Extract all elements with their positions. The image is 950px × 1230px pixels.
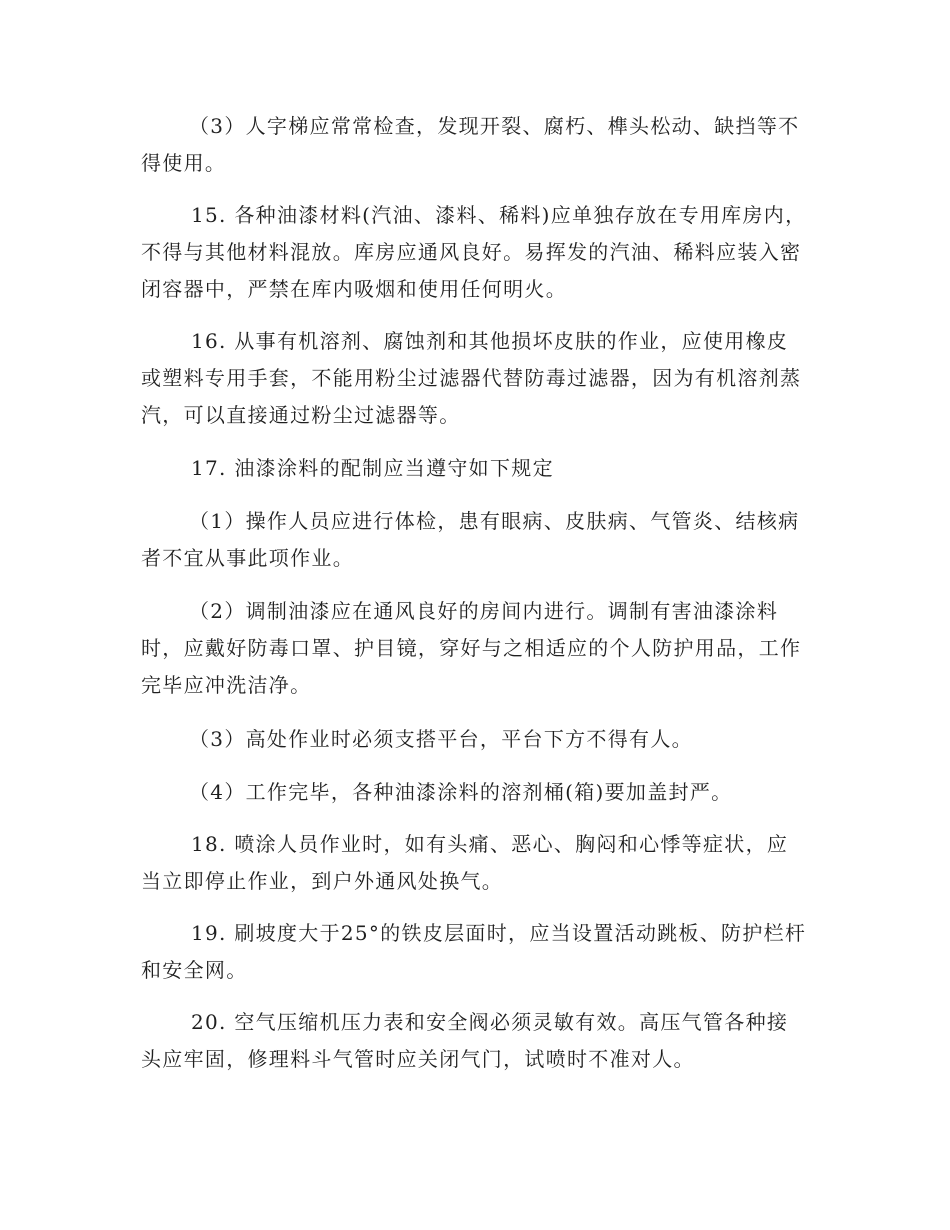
paragraph-16-organic-solvent: 16. 从事有机溶剂、腐蚀剂和其他损坏皮肤的作业，应使用橡皮或塑料专用手套，不能用粉尘过滤器代替防毒过滤器，因为有机溶剂蒸汽，可以直接通过粉尘过滤器等。: [141, 329, 802, 427]
paragraph-15-paint-storage: 15. 各种油漆材料(汽油、漆料、稀料)应单独存放在专用库房内，不得与其他材料混放。库房应通风良好。易挥发的汽油、稀料应装入密闭容器中，严禁在库内吸烟和使用任何明火。: [141, 203, 807, 301]
paragraph-17-2-ventilation: （2）调制油漆应在通风良好的房间内进行。调制有害油漆涂料时，应戴好防毒口罩、护目镜，穿好与之相适应的个人防护用品，工作完毕应冲洗洁净。: [141, 599, 802, 697]
paragraph-19-slope-roof: 19. 刷坡度大于25°的铁皮层面时，应当设置活动跳板、防护栏杆和安全网。: [141, 921, 807, 982]
paragraph-17-4-seal-buckets: （4）工作完毕，各种油漆涂料的溶剂桶(箱)要加盖封严。: [189, 780, 733, 804]
paragraph-3-ladder-check: （3）人字梯应常常检查，发现开裂、腐朽、榫头松动、缺挡等不得使用。: [141, 114, 800, 175]
paragraph-17-paint-preparation: 17. 油漆涂料的配制应当遵守如下规定: [191, 456, 554, 480]
paragraph-20-air-compressor: 20. 空气压缩机压力表和安全阀必须灵敏有效。高压气管各种接头应牢固，修理料斗气管时应关闭气门，试喷时不准对人。: [141, 1010, 789, 1071]
paragraph-18-spray-symptoms: 18. 喷涂人员作业时，如有头痛、恶心、胸闷和心悸等症状，应当立即停止作业，到户外通风处换气。: [141, 832, 789, 893]
paragraph-17-3-high-work: （3）高处作业时必须支搭平台，平台下方不得有人。: [189, 727, 693, 751]
paragraph-17-1-health-check: （1）操作人员应进行体检，患有眼病、皮肤病、气管炎、结核病者不宜从事此项作业。: [141, 509, 800, 570]
